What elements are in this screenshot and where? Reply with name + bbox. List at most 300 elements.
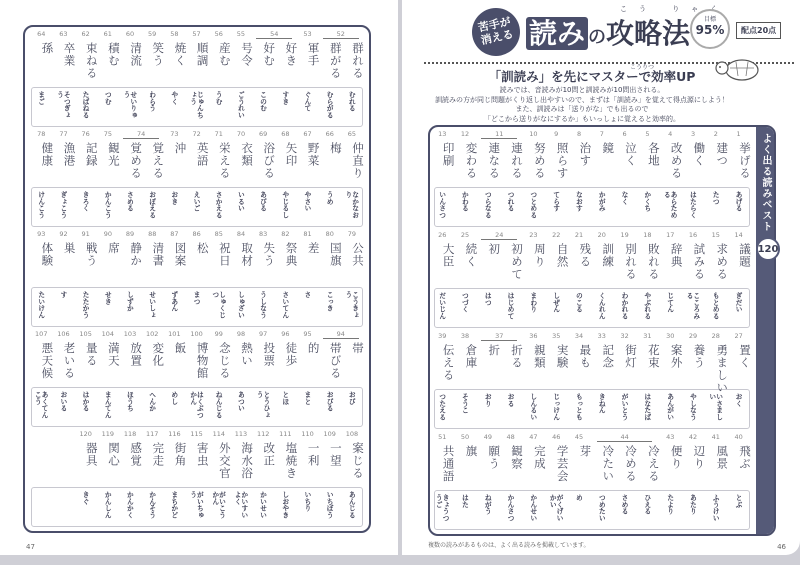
kanji-word: 親類 bbox=[532, 344, 547, 369]
kanji-group bbox=[319, 139, 341, 155]
item-number: 38 bbox=[460, 332, 470, 340]
list-item bbox=[119, 129, 166, 184]
kanji-word: 孫 bbox=[40, 42, 55, 55]
kanji-group bbox=[545, 139, 568, 180]
kanji-word: 放置 bbox=[129, 342, 144, 367]
reading: いさましい bbox=[707, 393, 723, 421]
intro-line: 読みでは、音読みが10問と訓読みが10問出される。 bbox=[499, 86, 665, 94]
item-number: 106 bbox=[57, 330, 70, 338]
kanji-group bbox=[252, 39, 299, 67]
kanji-group bbox=[341, 439, 363, 480]
kanji-word: 体験 bbox=[40, 242, 55, 267]
list-item bbox=[613, 129, 639, 184]
reading: すき bbox=[280, 91, 289, 105]
item-number: 1 bbox=[736, 130, 741, 138]
word-row bbox=[31, 229, 363, 327]
kanji-word: 挙げる bbox=[738, 142, 752, 180]
reading-group bbox=[318, 191, 340, 223]
list-item bbox=[163, 29, 188, 84]
list-item bbox=[431, 230, 454, 285]
kanji-group bbox=[163, 439, 188, 467]
kanji-group bbox=[704, 442, 730, 470]
title-no: の bbox=[588, 27, 607, 48]
kanji-word: 最も bbox=[578, 344, 593, 369]
kanji-group bbox=[252, 239, 277, 267]
reading: かんせい bbox=[528, 494, 537, 522]
list-item bbox=[141, 29, 166, 84]
reading-group bbox=[726, 494, 749, 526]
reading: はなたば bbox=[642, 393, 651, 421]
kanji-strip bbox=[31, 29, 363, 84]
kanji-word: 完成 bbox=[532, 445, 547, 470]
list-item bbox=[568, 129, 591, 184]
reading-group bbox=[207, 491, 229, 523]
reading-group bbox=[340, 491, 362, 523]
intro-line: また、訓読みは「送りがな」でも出るので bbox=[515, 105, 649, 113]
kanji-group bbox=[208, 239, 230, 267]
kanji-group bbox=[274, 439, 299, 480]
kanji-group bbox=[274, 239, 299, 267]
item-number: 9 bbox=[554, 130, 559, 138]
list-item bbox=[208, 129, 230, 184]
item-number: 119 bbox=[101, 430, 115, 438]
goal-badge bbox=[690, 9, 730, 49]
badge: 苦手が消える bbox=[468, 4, 525, 61]
kanji-word: 熱い bbox=[240, 342, 255, 367]
reading-group bbox=[118, 491, 140, 523]
left-page bbox=[0, 0, 398, 555]
kanji-word: 街灯 bbox=[624, 344, 639, 369]
reading-group bbox=[703, 393, 726, 425]
reading-group bbox=[29, 91, 51, 123]
list-item bbox=[208, 329, 230, 384]
kanji-word: 冷たい bbox=[601, 445, 616, 483]
word-row bbox=[434, 331, 750, 429]
list-item bbox=[476, 331, 525, 386]
kanji-word: 冷える bbox=[646, 445, 661, 483]
reading: なおす bbox=[574, 191, 583, 212]
kanji-group bbox=[163, 239, 188, 267]
item-number: 5 bbox=[645, 130, 650, 138]
reading-box bbox=[434, 490, 750, 530]
kanji-word: 梅 bbox=[328, 142, 343, 155]
reading-group bbox=[185, 391, 207, 423]
reading: とうひょう bbox=[255, 391, 270, 419]
item-number: 82 bbox=[281, 230, 290, 238]
item-number: 99 bbox=[214, 330, 223, 338]
kanji-group bbox=[75, 439, 97, 467]
reading: かくち bbox=[642, 191, 651, 212]
reading-group bbox=[612, 393, 635, 425]
reading: たばねる bbox=[81, 91, 90, 119]
kanji-word: 花束 bbox=[646, 344, 661, 369]
kanji-word: 養う bbox=[692, 344, 707, 369]
item-number: 120 bbox=[79, 430, 92, 438]
item-number: 3 bbox=[690, 130, 696, 138]
item-number: 78 bbox=[37, 130, 46, 138]
intro-line: 「どこから送りがなにするか」もいっしょに覚えると効率的。 bbox=[484, 114, 680, 123]
kanji-group bbox=[476, 442, 502, 470]
reading-group bbox=[273, 191, 295, 223]
reading-group bbox=[544, 292, 567, 324]
reading: なく bbox=[620, 191, 629, 205]
item-number: 26 bbox=[438, 231, 447, 239]
kanji-word: 焼く bbox=[173, 42, 188, 67]
list-item bbox=[252, 129, 277, 184]
reading-group bbox=[162, 91, 184, 123]
kanji-word: 満天 bbox=[106, 342, 121, 367]
kanji-group bbox=[97, 39, 119, 67]
reading-group bbox=[567, 393, 590, 425]
list-item bbox=[52, 229, 77, 284]
reading: へんか bbox=[147, 391, 156, 412]
kanji-word: 衣類 bbox=[240, 142, 255, 167]
item-number: 79 bbox=[347, 230, 357, 238]
item-number: 89 bbox=[125, 230, 135, 238]
reading: がくげいかい bbox=[548, 494, 564, 522]
kanji-group bbox=[30, 39, 55, 55]
list-item bbox=[252, 429, 277, 484]
kanji-word: 覚える bbox=[151, 142, 166, 180]
list-item bbox=[454, 129, 477, 184]
reading-group bbox=[681, 292, 704, 324]
kanji-group bbox=[274, 139, 299, 167]
list-item bbox=[230, 229, 255, 284]
item-number: 84 bbox=[236, 230, 246, 238]
reading-group bbox=[703, 292, 726, 324]
reading-group bbox=[185, 491, 207, 523]
kanji-group bbox=[522, 240, 545, 268]
item-number: 2 bbox=[713, 130, 718, 138]
reading: さかえる bbox=[214, 191, 223, 219]
item-number: 71 bbox=[214, 130, 223, 138]
item-number: 28 bbox=[711, 332, 720, 340]
kanji-group bbox=[186, 139, 208, 167]
kanji-word: 差 bbox=[306, 242, 321, 255]
reading-group bbox=[544, 393, 567, 425]
kanji-group bbox=[296, 339, 321, 355]
reading: はつ bbox=[483, 292, 492, 306]
list-item bbox=[252, 29, 299, 84]
sidebar-count: 120 bbox=[756, 237, 780, 261]
kanji-group bbox=[590, 341, 616, 369]
reading: てらす bbox=[551, 191, 560, 212]
kanji-group bbox=[613, 341, 639, 369]
kanji-word: 記念 bbox=[601, 344, 616, 369]
item-number: 14 bbox=[734, 231, 743, 239]
kanji-group bbox=[30, 239, 55, 267]
reading: おび bbox=[347, 391, 356, 405]
list-item bbox=[97, 129, 119, 184]
kanji-word: 清流 bbox=[129, 42, 144, 67]
list-item bbox=[659, 331, 682, 386]
item-number: 64 bbox=[37, 30, 46, 38]
kanji-word: 感覚 bbox=[129, 442, 144, 467]
kanji-strip bbox=[31, 429, 363, 484]
kanji-word: 議題 bbox=[738, 243, 752, 268]
reading: つたえる bbox=[437, 393, 446, 421]
reading: はかる bbox=[81, 391, 90, 412]
item-number: 53 bbox=[303, 30, 312, 38]
list-item bbox=[296, 229, 321, 284]
kanji-word: 泣く bbox=[624, 142, 639, 167]
kanji-group bbox=[431, 240, 454, 268]
reading: かんしん bbox=[103, 491, 112, 519]
word-row bbox=[434, 129, 750, 227]
kanji-word: 照らす bbox=[555, 142, 570, 180]
item-number: 81 bbox=[303, 230, 312, 238]
reading: こころみる bbox=[685, 292, 700, 320]
kanji-group bbox=[522, 139, 545, 180]
kanji-group bbox=[341, 239, 363, 267]
reading: せいしょ bbox=[147, 291, 156, 319]
reading: かんかく bbox=[125, 491, 134, 519]
reading-group bbox=[251, 191, 273, 223]
kanji-word: 産む bbox=[217, 42, 232, 67]
kanji-group bbox=[704, 240, 730, 281]
subtitle: 「訓読み」を先にマスターで効率UP bbox=[488, 69, 696, 84]
reading: やさい bbox=[302, 191, 311, 212]
list-item bbox=[341, 129, 363, 184]
list-item bbox=[727, 432, 750, 487]
reading: わらう bbox=[147, 91, 156, 112]
kanji-word: 順調 bbox=[195, 42, 210, 67]
item-number: 70 bbox=[236, 130, 246, 138]
list-item bbox=[274, 429, 299, 484]
kanji-word: 祭典 bbox=[284, 242, 299, 267]
item-number: 97 bbox=[259, 330, 268, 338]
kanji-group bbox=[319, 239, 341, 267]
goal-value: 95% bbox=[695, 22, 725, 37]
kanji-group bbox=[30, 139, 55, 167]
kanji-word: 国旗 bbox=[328, 242, 343, 267]
kanji-group bbox=[97, 339, 119, 367]
item-number: 23 bbox=[529, 231, 538, 239]
reading-group bbox=[681, 393, 704, 425]
reading: もっとも bbox=[574, 393, 583, 421]
reading-group bbox=[703, 494, 726, 526]
reading: す bbox=[58, 291, 67, 298]
kanji-word: 海水浴 bbox=[240, 442, 255, 480]
list-item bbox=[75, 329, 97, 384]
kanji-word: 図案 bbox=[173, 242, 188, 267]
kanji-word: 飯 bbox=[173, 342, 188, 355]
kanji-word: 健康 bbox=[40, 142, 55, 167]
reading: こうきょう bbox=[343, 291, 359, 319]
item-number: 43 bbox=[666, 433, 675, 441]
list-item bbox=[163, 229, 188, 284]
kanji-word: 群がる bbox=[328, 42, 343, 80]
kanji-group bbox=[568, 341, 591, 369]
list-item bbox=[341, 229, 363, 284]
kanji-word: 風景 bbox=[715, 445, 730, 470]
reading-group bbox=[140, 291, 162, 323]
reading-group bbox=[589, 494, 657, 526]
item-number: 8 bbox=[576, 130, 582, 138]
kanji-word: 敗れる bbox=[646, 243, 661, 281]
reading-group bbox=[544, 191, 567, 223]
reading-group bbox=[273, 491, 295, 523]
sidebar-strip bbox=[756, 127, 774, 534]
list-item bbox=[186, 129, 208, 184]
item-number: 80 bbox=[325, 230, 334, 238]
list-item bbox=[522, 129, 545, 184]
item-number: 10 bbox=[529, 130, 538, 138]
list-item bbox=[613, 331, 639, 386]
kanji-group bbox=[52, 239, 77, 255]
kanji-group bbox=[163, 339, 188, 355]
reading: まご bbox=[36, 91, 45, 105]
reading-group bbox=[51, 291, 73, 323]
kanji-word: 願う bbox=[487, 445, 502, 470]
reading: じてん bbox=[665, 292, 674, 313]
reading: おく bbox=[734, 393, 742, 407]
list-item bbox=[590, 331, 616, 386]
title-ruby: こう りゃく bbox=[620, 5, 730, 13]
list-item bbox=[52, 329, 77, 384]
reading-group bbox=[318, 291, 340, 323]
item-number: 117 bbox=[146, 430, 159, 438]
kanji-word: 治す bbox=[578, 142, 593, 167]
reading: やじるし bbox=[280, 191, 289, 219]
list-item bbox=[319, 429, 341, 484]
list-item bbox=[476, 432, 502, 487]
reading: はくぶつかん bbox=[188, 391, 204, 419]
item-number: 67 bbox=[303, 130, 312, 138]
kanji-word: 野菜 bbox=[306, 142, 321, 167]
reading-group bbox=[140, 391, 162, 423]
list-item bbox=[119, 29, 144, 84]
item-number: 115 bbox=[190, 430, 203, 438]
reading-group bbox=[96, 291, 118, 323]
kanji-word: 害虫 bbox=[195, 442, 210, 467]
kanji-group bbox=[454, 341, 477, 369]
kanji-word: 折る bbox=[510, 344, 525, 369]
reading: むらがる bbox=[325, 91, 334, 119]
reading-group bbox=[430, 292, 453, 324]
kanji-group bbox=[727, 139, 750, 180]
list-item bbox=[141, 329, 166, 384]
kanji-word: 大臣 bbox=[441, 243, 456, 268]
reading-group bbox=[162, 191, 184, 223]
sidebar-label: よく出る読みベスト bbox=[760, 133, 771, 232]
reading: いちぼう bbox=[325, 491, 334, 519]
kanji-group bbox=[119, 439, 144, 467]
item-number: 66 bbox=[325, 130, 334, 138]
reading-group bbox=[74, 291, 96, 323]
reading-group bbox=[118, 291, 140, 323]
item-number: 29 bbox=[688, 332, 698, 340]
right-page bbox=[402, 0, 800, 555]
kanji-word: 便り bbox=[669, 445, 684, 470]
list-item bbox=[186, 429, 208, 484]
reading-group bbox=[430, 393, 453, 425]
reading: ねんじる bbox=[214, 391, 223, 419]
reading: けんこう bbox=[36, 191, 45, 219]
list-item bbox=[682, 331, 705, 386]
kanji-word: 卒業 bbox=[62, 42, 77, 67]
kanji-word: 辺り bbox=[692, 445, 707, 470]
kanji-group bbox=[613, 139, 639, 167]
item-number: 33 bbox=[597, 332, 606, 340]
list-item bbox=[252, 329, 277, 384]
kanji-word: 外交官 bbox=[217, 442, 232, 480]
kanji-group bbox=[659, 240, 682, 268]
kanji-group bbox=[682, 341, 705, 369]
kanji-group bbox=[545, 442, 568, 483]
reading: だいじん bbox=[437, 292, 446, 320]
reading-group bbox=[229, 391, 251, 423]
reading: ぐんて bbox=[302, 91, 311, 112]
kanji-group bbox=[568, 240, 591, 268]
item-number: 47 bbox=[529, 433, 538, 441]
reading-group bbox=[29, 391, 51, 423]
kanji-word: 努める bbox=[532, 142, 547, 180]
kanji-group bbox=[97, 439, 119, 467]
kanji-word: 案外 bbox=[669, 344, 684, 369]
reading: じっけん bbox=[551, 393, 560, 421]
kanji-strip bbox=[31, 129, 363, 184]
item-number: 90 bbox=[103, 230, 112, 238]
item-number: 40 bbox=[734, 433, 743, 441]
reading-group bbox=[118, 391, 140, 423]
kanji-word: 街角 bbox=[173, 442, 188, 467]
kanji-word: 量る bbox=[84, 342, 99, 367]
kanji-group bbox=[30, 339, 55, 380]
item-number: 110 bbox=[301, 430, 314, 438]
reading-group bbox=[51, 391, 73, 423]
list-item bbox=[659, 230, 682, 285]
list-item bbox=[208, 29, 230, 84]
kanji-group bbox=[727, 341, 750, 369]
kanji-group bbox=[636, 341, 659, 369]
item-number: 52 bbox=[323, 29, 359, 39]
item-number: 109 bbox=[323, 430, 336, 438]
reading-group bbox=[318, 91, 362, 123]
kanji-word: 覚める bbox=[129, 142, 144, 180]
reading-group bbox=[207, 91, 229, 123]
kanji-group bbox=[431, 442, 454, 483]
kanji-word: 漁港 bbox=[62, 142, 77, 167]
kanji-word: 求める bbox=[715, 243, 730, 281]
kanji-group bbox=[141, 239, 166, 267]
reading: はたらく bbox=[688, 191, 697, 219]
item-number: 118 bbox=[123, 430, 137, 438]
reading: ぎょこう bbox=[58, 191, 67, 219]
reading: かわる bbox=[460, 191, 469, 212]
reading: せいりゅう bbox=[122, 91, 137, 119]
kanji-group bbox=[454, 240, 477, 268]
item-number: 72 bbox=[192, 130, 201, 138]
reading: たより bbox=[665, 494, 674, 515]
reading-box bbox=[31, 387, 363, 427]
kanji-word: 変わる bbox=[464, 142, 479, 180]
reading: とほ bbox=[280, 391, 289, 405]
reading: めし bbox=[169, 391, 178, 405]
reading-group bbox=[295, 191, 317, 223]
list-item bbox=[568, 432, 591, 487]
kanji-group bbox=[704, 341, 730, 394]
item-number: 34 bbox=[574, 332, 584, 340]
reading: さいてん bbox=[280, 291, 289, 319]
reading-group bbox=[251, 491, 273, 523]
list-item bbox=[682, 129, 705, 184]
kanji-group bbox=[476, 240, 525, 281]
reading: まちかど bbox=[169, 491, 178, 519]
kanji-group bbox=[52, 339, 77, 380]
item-number: 103 bbox=[123, 330, 137, 338]
reading: しおやき bbox=[280, 491, 289, 519]
